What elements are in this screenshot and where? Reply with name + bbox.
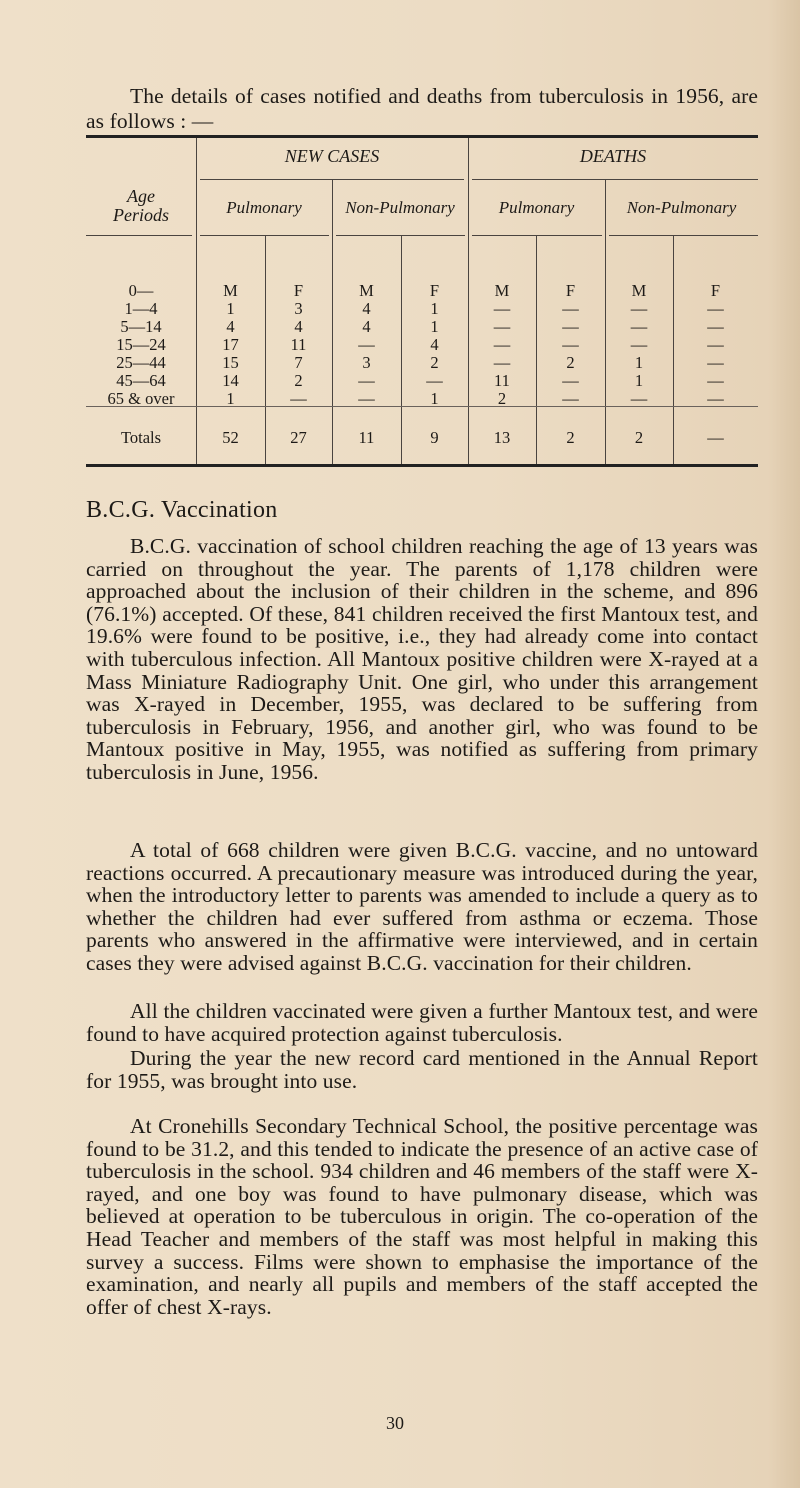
group-deaths: DEATHS xyxy=(579,146,647,166)
rule-deaths xyxy=(472,179,758,180)
value-cell: 7 xyxy=(294,353,303,372)
sex-header: F xyxy=(710,281,721,300)
total-cell: 9 xyxy=(430,428,439,447)
paragraph-further-test: All the children vaccinated were given a further Mantoux test, and were found to have acquired protection against tuberculosis. xyxy=(86,999,758,1046)
value-cell: 4 xyxy=(226,317,235,336)
value-cell: 1 xyxy=(634,353,644,372)
group-new-cases: NEW CASES xyxy=(284,146,380,166)
value-cell: — xyxy=(562,317,579,336)
table-row xyxy=(86,317,758,335)
value-cell: 17 xyxy=(222,335,239,354)
sex-header: M xyxy=(359,281,374,300)
age-cell: 1—4 xyxy=(124,299,158,318)
value-cell: 1 xyxy=(634,371,644,390)
value-cell: 4 xyxy=(362,317,371,336)
sub-new-pulmonary: Pulmonary xyxy=(226,198,302,217)
rule-sub-4 xyxy=(609,235,758,236)
value-cell: — xyxy=(707,371,724,390)
value-cell: — xyxy=(358,371,375,390)
value-cell: 4 xyxy=(430,335,439,354)
total-cell: 27 xyxy=(290,428,307,447)
sub-deaths-pulmonary: Pulmonary xyxy=(498,198,575,217)
sub-new-non-pulmonary: Non-Pulmonary xyxy=(345,198,455,217)
age-cell: 65 & over xyxy=(107,389,175,408)
value-cell: — xyxy=(290,389,307,408)
page-number: 30 xyxy=(386,1413,404,1433)
value-cell: — xyxy=(493,335,511,354)
intro-text: The details of cases notified and deaths from tuberculosis in 1956, are as follows : — xyxy=(86,84,758,133)
totals-label: Totals xyxy=(120,428,162,447)
value-cell: 3 xyxy=(294,299,303,318)
value-cell: 4 xyxy=(294,317,303,336)
sex-header: F xyxy=(293,281,304,300)
total-cell: 13 xyxy=(493,428,511,447)
sex-header: M xyxy=(223,281,238,300)
value-cell: — xyxy=(707,335,724,354)
value-cell: — xyxy=(358,389,375,408)
table-bottom-rule xyxy=(86,464,758,467)
table-row xyxy=(86,299,758,317)
value-cell: 2 xyxy=(430,353,439,372)
total-cell: 11 xyxy=(358,428,375,447)
value-cell: — xyxy=(493,353,511,372)
value-cell: 1 xyxy=(430,299,439,318)
age-periods-header xyxy=(86,187,196,225)
paragraph-cronehills: At Cronehills Secondary Technical School, the positive percentage was found to be 31.2, and this tended to indicate the presence of an active case of tuberculosis in the school. 934 children and 46 members of the staff were X-rayed, and one boy was found to have pulmonary disease, which was believed at operation to be tuberculous in origin. The co-operation of the Head Teacher and members of the staff was most helpful in making this survey a success. Films were shown to emphasise the importance of the examination, and nearly all pupils and members of the staff accepted the offer of chest X-rays. xyxy=(86,1114,758,1319)
totals-row xyxy=(86,428,758,446)
rule-sub-3 xyxy=(472,235,602,236)
value-cell: — xyxy=(562,371,579,390)
value-cell: — xyxy=(707,389,724,408)
total-cell: 2 xyxy=(634,428,644,447)
value-cell: — xyxy=(426,371,443,390)
value-cell: 3 xyxy=(362,353,371,372)
value-cell: 2 xyxy=(294,371,303,390)
value-cell: — xyxy=(630,299,648,318)
age-label-first: 0— xyxy=(128,281,154,300)
value-cell: — xyxy=(630,389,648,408)
age-cell: 25—44 xyxy=(116,353,166,372)
sex-header: F xyxy=(429,281,440,300)
paragraph-vaccine-total: A total of 668 children were given B.C.G. vaccine, and no untoward reactions occurred. A precautionary measure was introduced during the year, when the introductory letter to parents was amended to include a query as to whether the children had ever suffered from asthma or eczema. Those parents who answered in the affirmative were interviewed, and in certain cases they were advised against B.C.G. vaccination for their children. xyxy=(86,838,758,975)
value-cell: 2 xyxy=(497,389,507,408)
value-cell: 11 xyxy=(494,371,510,390)
value-cell: 4 xyxy=(362,299,371,318)
age-cell: 45—64 xyxy=(116,371,166,390)
total-cell: 52 xyxy=(222,428,239,447)
table-row xyxy=(86,335,758,353)
value-cell: — xyxy=(707,299,724,318)
value-cell: 1 xyxy=(226,389,235,408)
total-cell: 2 xyxy=(566,428,575,447)
value-cell: 11 xyxy=(290,335,307,354)
rule-new-cases xyxy=(200,179,464,180)
table-top-rule xyxy=(86,135,758,138)
paragraph-bcg-intro: B.C.G. vaccination of school children reaching the age of 13 years was carried on throughout the year. The parents of 1,178 children were approached about the inclusion of their children in the scheme, and 896 (76.1%) accepted. Of these, 841 children received the first Mantoux test, and 19.6% were found to be positive, i.e., they had already come into contact with tuberculous infection. All Mantoux positive children were X-rayed at a Mass Miniature Radiography Unit. One girl, who under this arrangement was X-rayed in December, 1955, was declared to be suffering from tuberculosis in February, 1956, and another girl, who was found to be Mantoux positive in May, 1955, was notified as suffering from primary tuberculosis in June, 1956. xyxy=(86,534,758,784)
tuberculosis-table xyxy=(86,135,758,467)
value-cell: — xyxy=(358,335,375,354)
sub-deaths-non-pulmonary: Non-Pulmonary xyxy=(626,198,737,217)
value-cell: — xyxy=(493,317,511,336)
table-row xyxy=(86,353,758,371)
age-cell: 15—24 xyxy=(116,335,166,354)
rule-sub-2 xyxy=(336,235,465,236)
rule-sub-1 xyxy=(200,235,329,236)
paragraph-record-card: During the year the new record card mentioned in the Annual Report for 1955, was brought into use. xyxy=(86,1046,758,1093)
value-cell: — xyxy=(493,299,511,318)
value-cell: — xyxy=(707,317,724,336)
value-cell: — xyxy=(562,335,579,354)
value-cell: — xyxy=(707,353,724,372)
value-cell: — xyxy=(562,299,579,318)
sex-header: F xyxy=(565,281,576,300)
sex-header: M xyxy=(631,281,647,300)
age-header-line1: Age xyxy=(127,186,155,206)
value-cell: 2 xyxy=(566,353,575,372)
sex-header: M xyxy=(494,281,510,300)
table-row xyxy=(86,371,758,389)
table-row xyxy=(86,389,758,407)
value-cell: 15 xyxy=(222,353,239,372)
section-heading: B.C.G. Vaccination xyxy=(86,497,278,523)
total-cell: — xyxy=(707,428,724,447)
value-cell: — xyxy=(562,389,579,408)
age-header-line2: Periods xyxy=(113,205,169,225)
value-cell: — xyxy=(630,335,648,354)
value-cell: 1 xyxy=(226,299,235,318)
value-cell: 14 xyxy=(222,371,239,390)
value-cell: 1 xyxy=(430,389,439,408)
age-cell: 5—14 xyxy=(120,317,162,336)
value-cell: 1 xyxy=(430,317,439,336)
rule-age xyxy=(86,235,192,236)
value-cell: — xyxy=(630,317,648,336)
